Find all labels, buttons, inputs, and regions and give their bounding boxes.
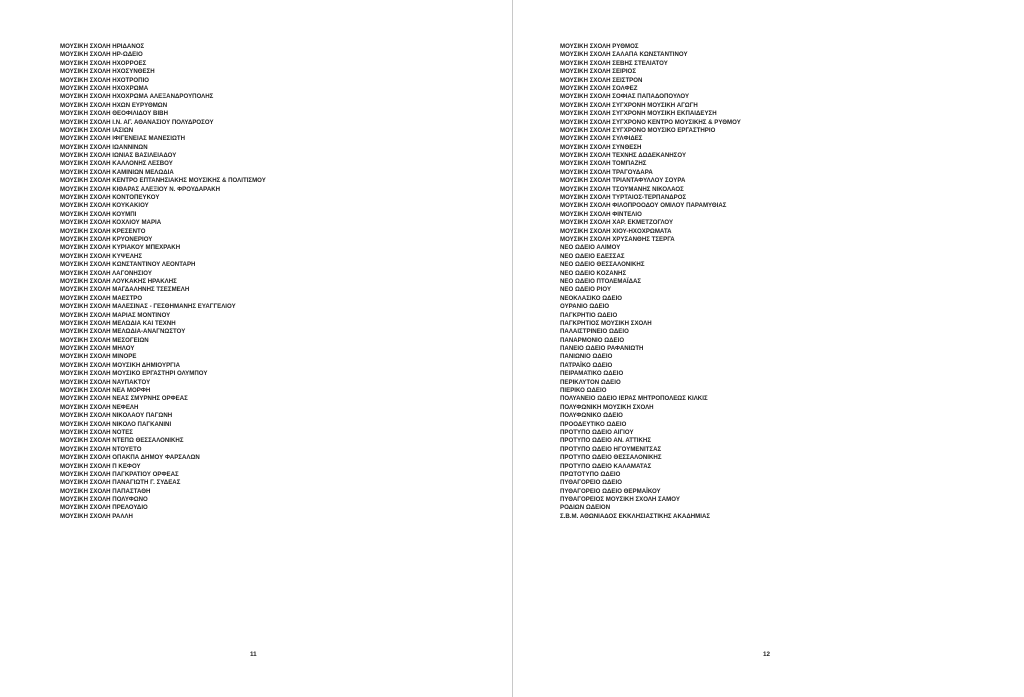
- list-item: ΠΑΝΕΙΟ ΩΔΕΙΟ ΡΑΦΑΝΙΩΤΗ: [560, 345, 644, 353]
- list-item: ΠΟΛΥΑΝΕΙΟ ΩΔΕΙΟ ΙΕΡΑΣ ΜΗΤΡΟΠΟΛΕΩΣ ΚΙΛΚΙΣ: [560, 395, 708, 403]
- list-item: ΜΟΥΣΙΚΗ ΣΧΟΛΗ ΡΑΛΛΗ: [60, 512, 133, 520]
- list-item: ΜΟΥΣΙΚΗ ΣΧΟΛΗ ΣΕΙΣΤΡΟΝ: [560, 76, 643, 84]
- list-item: ΜΟΥΣΙΚΗ ΣΧΟΛΗ ΚΟΧΛΙΟΥ ΜΑΡΙΑ: [60, 219, 162, 227]
- list-item: ΜΟΥΣΙΚΗ ΣΧΟΛΗ ΠΡΕΛΟΥΔΙΟ: [60, 504, 148, 512]
- list-item: ΜΟΥΣΙΚΗ ΣΧΟΛΗ ΚΟΥΚΑΚΙΟΥ: [60, 202, 149, 210]
- list-item: ΡΟΔΙΩΝ ΩΔΕΙΟΝ: [560, 504, 611, 512]
- list-item: ΜΟΥΣΙΚΗ ΣΧΟΛΗ ΣΕΙΡΙΟΣ: [560, 68, 636, 76]
- list-item: ΠΑΝΑΡΜΟΝΙΟ ΩΔΕΙΟ: [560, 336, 625, 344]
- list-item: ΝΕΟ ΩΔΕΙΟ ΡΙΟΥ: [560, 286, 612, 294]
- list-item: ΜΟΥΣΙΚΗ ΣΧΟΛΗ ΚΟΥΜΠΙ: [60, 210, 137, 218]
- list-item: ΜΟΥΣΙΚΗ ΣΧΟΛΗ ΝΕΦΕΛΗ: [60, 403, 139, 411]
- list-item: ΜΟΥΣΙΚΗ ΣΧΟΛΗ ΜΑΡΙΑΣ ΜΟΝΤΙΝΟΥ: [60, 311, 171, 319]
- list-item: ΜΟΥΣΙΚΗ ΣΧΟΛΗ ΧΙΟΥ-ΗΧΟΧΡΩΜΑΤΑ: [560, 227, 672, 235]
- list-item: ΜΟΥΣΙΚΗ ΣΧΟΛΗ ΣΥΛΦΙΔΕΣ: [560, 135, 643, 143]
- list-item: ΜΟΥΣΙΚΗ ΣΧΟΛΗ ΚΟΝΤΟΠΕΥΚΟΥ: [60, 194, 160, 202]
- list-item: ΜΟΥΣΙΚΗ ΣΧΟΛΗ ΣΥΓΧΡΟΝΟ ΜΟΥΣΙΚΟ ΕΡΓΑΣΤΗΡΙΟ: [560, 126, 716, 134]
- list-item: ΜΟΥΣΙΚΗ ΣΧΟΛΗ Π ΚΕΦΟΥ: [60, 462, 141, 470]
- list-item: ΜΟΥΣΙΚΗ ΣΧΟΛΗ ΜΟΥΣΙΚΟ ΕΡΓΑΣΤΗΡΙ ΟΛΥΜΠΟΥ: [60, 370, 208, 378]
- list-item: ΜΟΥΣΙΚΗ ΣΧΟΛΗ ΚΩΝΣΤΑΝΤΙΝΟΥ ΛΕΟΝΤΑΡΗ: [60, 261, 196, 269]
- list-item: ΠΡΟΤΥΠΟ ΩΔΕΙΟ ΑΝ. ΑΤΤΙΚΗΣ: [560, 437, 652, 445]
- list-item: ΜΟΥΣΙΚΗ ΣΧΟΛΗ ΜΙΝΟΡΕ: [60, 353, 137, 361]
- list-item: ΜΟΥΣΙΚΗ ΣΧΟΛΗ ΜΕΣΟΓΕΙΩΝ: [60, 336, 149, 344]
- list-item: ΜΟΥΣΙΚΗ ΣΧΟΛΗ ΝΕΑ ΜΟΡΦΗ: [60, 387, 151, 395]
- list-item: ΜΟΥΣΙΚΗ ΣΧΟΛΗ ΗΧΟΤΡΟΠΙΟ: [60, 76, 150, 84]
- list-item: ΜΟΥΣΙΚΗ ΣΧΟΛΗ ΡΥΘΜΟΣ: [560, 43, 639, 50]
- list-item: ΜΟΥΣΙΚΗ ΣΧΟΛΗ ΚΥΡΙΑΚΟΥ ΜΠΕΧΡΑΚΗ: [60, 244, 181, 252]
- list-item: ΠΥΘΑΓΟΡΕΙΟ ΩΔΕΙΟ ΘΕΡΜΑΪΚΟΥ: [560, 487, 661, 495]
- list-item: ΜΟΥΣΙΚΗ ΣΧΟΛΗ ΝΤΕΠΩ ΘΕΣΣΑΛΟΝΙΚΗΣ: [60, 437, 184, 445]
- list-item: ΜΟΥΣΙΚΗ ΣΧΟΛΗ ΚΑΜΙΝΙΩΝ ΜΕΛΩΔΙΑ: [60, 168, 174, 176]
- list-item: ΟΥΡΑΝΙΟ ΩΔΕΙΟ: [560, 303, 610, 311]
- list-item: ΠΡΟΟΔΕΥΤΙΚΟ ΩΔΕΙΟ: [560, 420, 627, 428]
- list-item: ΜΟΥΣΙΚΗ ΣΧΟΛΗ ΣΥΓΧΡΟΝΗ ΜΟΥΣΙΚΗ ΑΓΩΓΗ: [560, 101, 698, 109]
- list-item: ΜΟΥΣΙΚΗ ΣΧΟΛΗ ΗΧΟΣΥΝΘΕΣΗ: [60, 68, 155, 76]
- list-item: ΝΕΟ ΩΔΕΙΟ ΘΕΣΣΑΛΟΝΙΚΗΣ: [560, 261, 645, 269]
- list-item: ΜΟΥΣΙΚΗ ΣΧΟΛΗ ΝΙΚΟΛΑΟΥ ΠΑΓΩΝΗ: [60, 412, 173, 420]
- list-item: ΜΟΥΣΙΚΗ ΣΧΟΛΗ Ι.Ν. ΑΓ. ΑΘΑΝΑΣΙΟΥ ΠΟΛΥΔΡΟΣΟΥ: [60, 118, 214, 126]
- list-item: ΠΕΡΙΚΛΥΤΟΝ ΩΔΕΙΟ: [560, 378, 621, 386]
- list-item: ΜΟΥΣΙΚΗ ΣΧΟΛΗ ΜΕΛΩΔΙΑ-ΑΝΑΓΝΩΣΤΟΥ: [60, 328, 186, 336]
- list-item: ΜΟΥΣΙΚΗ ΣΧΟΛΗ ΚΡΥΟΝΕΡΙΟΥ: [60, 235, 153, 243]
- list-item: ΜΟΥΣΙΚΗ ΣΧΟΛΗ ΙΩΝΙΑΣ ΒΑΣΙΛΕΙΑΔΟΥ: [60, 152, 177, 160]
- page-right: [513, 0, 1024, 697]
- list-item: ΜΟΥΣΙΚΗ ΣΧΟΛΗ ΜΗΛΟΥ: [60, 345, 135, 353]
- list-item: ΝΕΟ ΩΔΕΙΟ ΑΛΙΜΟΥ: [560, 244, 621, 252]
- list-item: ΜΟΥΣΙΚΗ ΣΧΟΛΗ ΝΙΚΟΛΟ ΠΑΓΚΑΝΙΝΙ: [60, 420, 172, 428]
- list-item: ΜΟΥΣΙΚΗ ΣΧΟΛΗ ΣΥΝΘΕΣΗ: [560, 143, 642, 151]
- list-item: ΜΟΥΣΙΚΗ ΣΧΟΛΗ ΣΑΛΑΠΑ ΚΩΝΣΤΑΝΤΙΝΟΥ: [560, 51, 688, 59]
- list-item: ΠΡΟΤΥΠΟ ΩΔΕΙΟ ΗΓΟΥΜΕΝΙΤΣΑΣ: [560, 445, 662, 453]
- list-item: ΜΟΥΣΙΚΗ ΣΧΟΛΗ ΗΧΟΡΡΟΕΣ: [60, 59, 147, 67]
- list-item: ΜΟΥΣΙΚΗ ΣΧΟΛΗ ΗΧΟΧΡΩΜΑ: [60, 84, 149, 92]
- list-item: ΜΟΥΣΙΚΗ ΣΧΟΛΗ ΤΡΑΓΟΥΔΑΡΑ: [560, 168, 653, 176]
- list-item: ΜΟΥΣΙΚΗ ΣΧΟΛΗ ΘΕΟΦΙΛΙΔΟΥ ΒΙΒΗ: [60, 110, 169, 118]
- list-item: ΠΙΕΡΙΚΟ ΩΔΕΙΟ: [560, 387, 607, 395]
- list-item: ΜΟΥΣΙΚΗ ΣΧΟΛΗ ΣΟΦΙΑΣ ΠΑΠΑΔΟΠΟΥΛΟΥ: [560, 93, 690, 101]
- page-number: 12: [763, 651, 771, 658]
- list-item: ΜΟΥΣΙΚΗ ΣΧΟΛΗ ΣΥΓΧΡΟΝΟ ΚΕΝΤΡΟ ΜΟΥΣΙΚΗΣ & ΡΥΘΜΟΥ: [560, 118, 741, 126]
- list-item: Σ.Β.Μ. ΑΘΩΝΙΑΔΟΣ ΕΚΚΛΗΣΙΑΣΤΙΚΗΣ ΑΚΑΔΗΜΙΑΣ: [560, 512, 711, 520]
- list-item: ΜΟΥΣΙΚΗ ΣΧΟΛΗ ΜΑΓΔΑΛΗΝΗΣ ΤΣΕΣΜΕΛΗ: [60, 286, 190, 294]
- list-item: ΠΑΤΡΑΪΚΟ ΩΔΕΙΟ: [560, 361, 613, 369]
- list-item: ΜΟΥΣΙΚΗ ΣΧΟΛΗ ΚΕΝΤΡΟ ΕΠΤΑΝΗΣΙΑΚΗΣ ΜΟΥΣΙΚΗΣ & ΠΟΛΙΤΙΣΜΟΥ: [60, 177, 266, 185]
- list-item: ΝΕΟ ΩΔΕΙΟ ΠΤΟΛΕΜΑΪΔΑΣ: [560, 277, 642, 285]
- list-item: ΜΟΥΣΙΚΗ ΣΧΟΛΗ ΧΡΥΣΑΝΘΗΣ ΤΣΕΡΓΑ: [560, 235, 675, 243]
- list-item: ΜΟΥΣΙΚΗ ΣΧΟΛΗ ΜΟΥΣΙΚΗ ΔΗΜΙΟΥΡΓΙΑ: [60, 361, 180, 369]
- list-item: ΜΟΥΣΙΚΗ ΣΧΟΛΗ ΦΙΛΟΠΡΟΟΔΟΥ ΟΜΙΛΟΥ ΠΑΡΑΜΥΘΙΑΣ: [560, 202, 727, 210]
- list-item: ΜΟΥΣΙΚΗ ΣΧΟΛΗ ΗΧΟΧΡΩΜΑ ΑΛΕΞΑΝΔΡΟΥΠΟΛΗΣ: [60, 93, 214, 101]
- list-item: ΜΟΥΣΙΚΗ ΣΧΟΛΗ ΤΣΟΥΜΑΝΗΣ ΝΙΚΟΛΑΟΣ: [560, 185, 684, 193]
- list-item: ΠΟΛΥΦΩΝΙΚΟ ΩΔΕΙΟ: [560, 412, 623, 420]
- list-item: ΜΟΥΣΙΚΗ ΣΧΟΛΗ ΜΑΛΕΣΙΝΑΣ - ΓΕΣΘΗΜΑΝΗΣ ΕΥΑΓΓΕΛΙΟΥ: [60, 303, 236, 311]
- list-item: ΜΟΥΣΙΚΗ ΣΧΟΛΗ ΜΑΕΣΤΡΟ: [60, 294, 143, 302]
- list-item: ΜΟΥΣΙΚΗ ΣΧΟΛΗ ΛΑΓΟΝΗΣΙΟΥ: [60, 269, 152, 277]
- list-item: ΜΟΥΣΙΚΗ ΣΧΟΛΗ ΤΕΧΝΗΣ ΔΩΔΕΚΑΝΗΣΟΥ: [560, 152, 687, 160]
- list-item: ΜΟΥΣΙΚΗ ΣΧΟΛΗ ΜΕΛΩΔΙΑ ΚΑΙ ΤΕΧΝΗ: [60, 319, 176, 327]
- list-item: ΠΑΓΚΡΗΤΙΟ ΩΔΕΙΟ: [560, 311, 618, 319]
- list-item: ΜΟΥΣΙΚΗ ΣΧΟΛΗ ΟΠΑΚΠΑ ΔΗΜΟΥ ΦΑΡΣΑΛΩΝ: [60, 454, 200, 462]
- list-item: ΜΟΥΣΙΚΗ ΣΧΟΛΗ ΠΑΝΑΓΙΩΤΗ Γ. ΣΥΔΕΑΣ: [60, 479, 181, 487]
- list-item: ΜΟΥΣΙΚΗ ΣΧΟΛΗ ΝΑΥΠΑΚΤΟΥ: [60, 378, 151, 386]
- list-item: ΜΟΥΣΙΚΗ ΣΧΟΛΗ ΗΧΩΝ ΕΥΡΥΘΜΩΝ: [60, 101, 168, 109]
- list-item: ΝΕΟ ΩΔΕΙΟ ΕΔΕΣΣΑΣ: [560, 252, 625, 260]
- list-item: ΜΟΥΣΙΚΗ ΣΧΟΛΗ ΚΑΛΛΟΝΗΣ ΛΕΣΒΟΥ: [60, 160, 173, 168]
- list-item: ΜΟΥΣΙΚΗ ΣΧΟΛΗ ΙΦΙΓΕΝΕΙΑΣ ΜΑΝΕΣΙΩΤΗ: [60, 135, 186, 143]
- list-item: ΜΟΥΣΙΚΗ ΣΧΟΛΗ ΤΡΙΑΝΤΑΦΥΛΛΟΥ ΣΟΥΡΑ: [560, 177, 686, 185]
- list-item: ΜΟΥΣΙΚΗ ΣΧΟΛΗ ΙΩΑΝΝΙΝΩΝ: [60, 143, 148, 151]
- list-item: ΜΟΥΣΙΚΗ ΣΧΟΛΗ ΧΑΡ. ΕΚΜΕΤΖΟΓΛΟΥ: [560, 219, 674, 227]
- list-item: ΜΟΥΣΙΚΗ ΣΧΟΛΗ ΣΟΛΦΕΖ: [560, 84, 638, 92]
- list-item: ΠΡΟΤΥΠΟ ΩΔΕΙΟ ΚΑΛΑΜΑΤΑΣ: [560, 462, 652, 470]
- list-item: ΜΟΥΣΙΚΗ ΣΧΟΛΗ ΝΕΑΣ ΣΜΥΡΝΗΣ ΟΡΦΕΑΣ: [60, 395, 188, 403]
- list-item: ΠΑΝΙΩΝΙΟ ΩΔΕΙΟ: [560, 353, 613, 361]
- list-item: ΜΟΥΣΙΚΗ ΣΧΟΛΗ ΤΥΡΤΑΙΟΣ-ΤΕΡΠΑΝΔΡΟΣ: [560, 194, 687, 202]
- list-item: ΜΟΥΣΙΚΗ ΣΧΟΛΗ ΚΡΕΣΕΝΤΟ: [60, 227, 146, 235]
- list-item: ΜΟΥΣΙΚΗ ΣΧΟΛΗ ΗΡ-ΩΔΕΙΟ: [60, 51, 143, 59]
- list-item: ΜΟΥΣΙΚΗ ΣΧΟΛΗ ΦΙΝΤΕΛΙΟ: [560, 210, 642, 218]
- list-item: ΠΡΟΤΥΠΟ ΩΔΕΙΟ ΑΙΓΙΟΥ: [560, 428, 634, 436]
- page-number: 11: [250, 651, 257, 658]
- list-item: ΜΟΥΣΙΚΗ ΣΧΟΛΗ ΠΑΠΑΣΤΑΘΗ: [60, 487, 151, 495]
- list-item: ΠΕΙΡΑΜΑΤΙΚΟ ΩΔΕΙΟ: [560, 370, 624, 378]
- list-item: ΠΥΘΑΓΟΡΕΙΟΣ ΜΟΥΣΙΚΗ ΣΧΟΛΗ ΣΑΜΟΥ: [560, 496, 680, 504]
- list-item: ΠΡΩΤΟΤΥΠΟ ΩΔΕΙΟ: [560, 470, 621, 478]
- list-item: ΜΟΥΣΙΚΗ ΣΧΟΛΗ ΣΥΓΧΡΟΝΗ ΜΟΥΣΙΚΗ ΕΚΠΑΙΔΕΥΣΗ: [560, 110, 717, 118]
- list-item: ΠΑΓΚΡΗΤΙΟΣ ΜΟΥΣΙΚΗ ΣΧΟΛΗ: [560, 319, 652, 327]
- list-item: ΠΡΟΤΥΠΟ ΩΔΕΙΟ ΘΕΣΣΑΛΟΝΙΚΗΣ: [560, 454, 662, 462]
- list-item: ΠΟΛΥΦΩΝΙΚΗ ΜΟΥΣΙΚΗ ΣΧΟΛΗ: [560, 403, 654, 411]
- list-item: ΜΟΥΣΙΚΗ ΣΧΟΛΗ ΙΑΣΙΩΝ: [60, 126, 134, 134]
- school-list: [60, 43, 266, 521]
- school-list: [560, 43, 741, 521]
- list-item: ΜΟΥΣΙΚΗ ΣΧΟΛΗ ΚΙΘΑΡΑΣ ΑΛΕΞΙΟΥ Ν. ΦΡΟΥΔΑΡΑΚΗ: [60, 185, 221, 193]
- list-item: ΠΥΘΑΓΟΡΕΙΟ ΩΔΕΙΟ: [560, 479, 622, 487]
- list-item: ΜΟΥΣΙΚΗ ΣΧΟΛΗ ΝΟΤΕΣ: [60, 428, 133, 436]
- list-item: ΜΟΥΣΙΚΗ ΣΧΟΛΗ ΚΥΨΕΛΗΣ: [60, 252, 143, 260]
- list-item: ΝΕΟ ΩΔΕΙΟ ΚΟΖΑΝΗΣ: [560, 269, 627, 277]
- list-item: ΜΟΥΣΙΚΗ ΣΧΟΛΗ ΠΑΓΚΡΑΤΙΟΥ ΟΡΦΕΑΣ: [60, 470, 179, 478]
- list-item: ΜΟΥΣΙΚΗ ΣΧΟΛΗ ΣΕΒΗΣ ΣΤΕΛΙΑΤΟΥ: [560, 59, 668, 67]
- list-item: ΠΑΛΑΙΣΤΡΙΝΕΙΟ ΩΔΕΙΟ: [560, 328, 629, 336]
- list-item: ΜΟΥΣΙΚΗ ΣΧΟΛΗ ΠΟΛΥΦΩΝΟ: [60, 496, 148, 504]
- list-item: ΜΟΥΣΙΚΗ ΣΧΟΛΗ ΗΡΙΔΑΝΟΣ: [60, 43, 145, 50]
- list-item: ΜΟΥΣΙΚΗ ΣΧΟΛΗ ΤΟΜΠΑΖΗΣ: [560, 160, 647, 168]
- list-item: ΝΕΟΚΛΑΣΙΚΟ ΩΔΕΙΟ: [560, 294, 623, 302]
- list-item: ΜΟΥΣΙΚΗ ΣΧΟΛΗ ΛΟΥΚΑΚΗΣ ΗΡΑΚΛΗΣ: [60, 277, 177, 285]
- list-item: ΜΟΥΣΙΚΗ ΣΧΟΛΗ ΝΤΟΥΕΤΟ: [60, 445, 142, 453]
